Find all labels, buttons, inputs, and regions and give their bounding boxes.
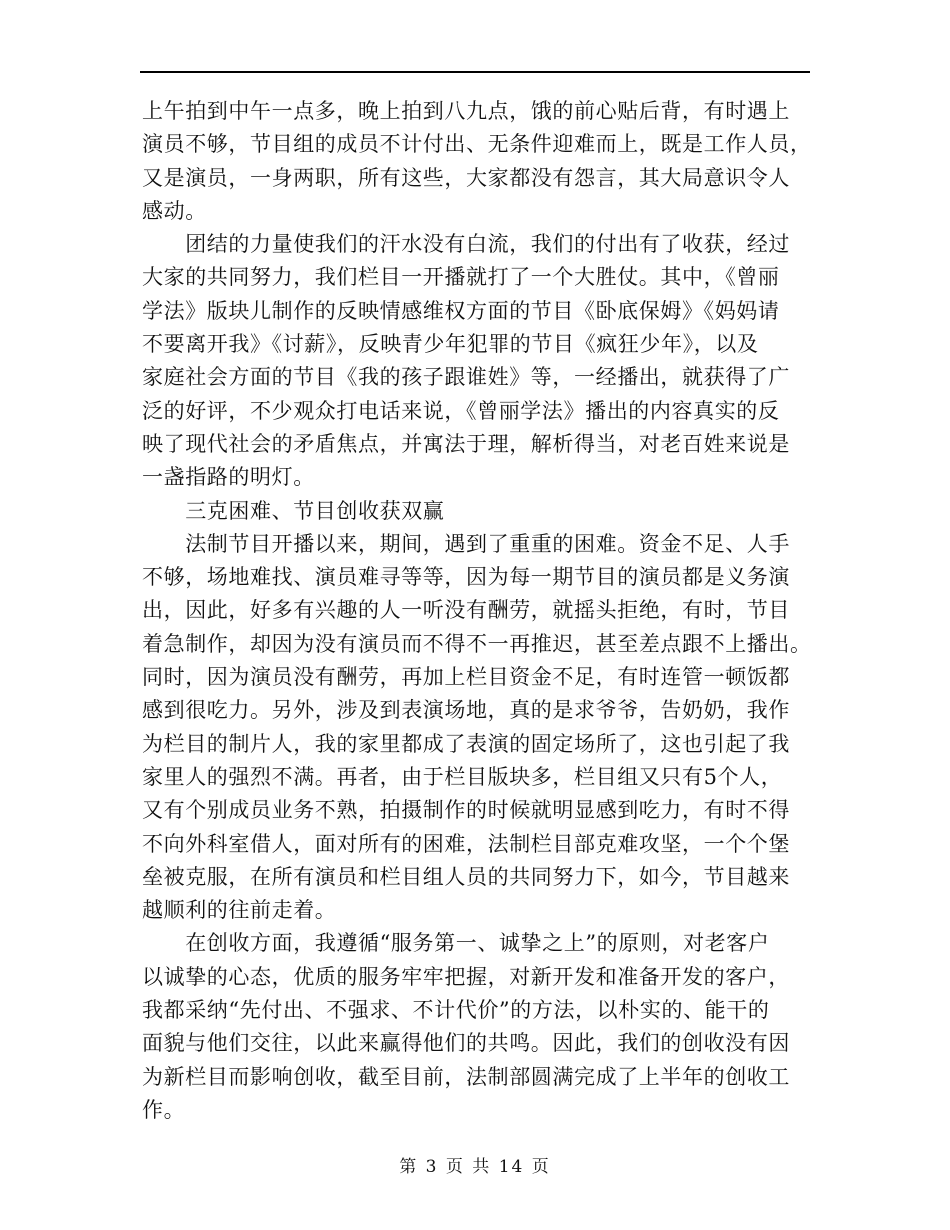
section-heading: 三克困难、节目创收获双赢 xyxy=(142,498,445,523)
page-footer xyxy=(0,1152,950,1177)
text-line: 以诚挚的心态，优质的服务牢牢把握，对新开发和准备开发的客户， xyxy=(142,964,790,989)
text-line: 又有个别成员业务不熟，拍摄制作的时候就明显感到吃力，有时不得 xyxy=(142,798,790,823)
text-line: 大家的共同努力，我们栏目一开播就打了一个大胜仗。其中，《曾丽 xyxy=(142,265,780,290)
text-line: 作。 xyxy=(142,1097,186,1122)
text-line: 垒被克服，在所有演员和栏目组人员的共同努力下，如今，节目越来 xyxy=(142,864,790,889)
text-line: 一盏指路的明灯。 xyxy=(142,465,315,490)
text-line: 为栏目的制片人，我的家里都成了表演的固定场所了，这也引起了我 xyxy=(142,731,790,756)
text-line: 又是演员，一身两职，所有这些，大家都没有怨言，其大局意识令人 xyxy=(142,165,790,190)
text-line: 我都采纳“先付出、不强求、不计代价”的方法，以朴实的、能干的 xyxy=(142,998,770,1023)
text-line: 同时，因为演员没有酬劳，再加上栏目资金不足，有时连管一顿饭都 xyxy=(142,665,790,690)
text-line: 家里人的强烈不满。再者，由于栏目版块多，栏目组又只有5个人， xyxy=(142,764,783,789)
text-line: 着急制作，却因为没有演员而不得不一再推迟，甚至差点跟不上播出。 xyxy=(142,631,812,656)
text-line: 出，因此，好多有兴趣的人一听没有酬劳，就摇头拒绝，有时，节目 xyxy=(142,598,790,623)
text-line: 感到很吃力。另外，涉及到表演场地，真的是求爷爷，告奶奶，我作 xyxy=(142,698,790,723)
text-line: 泛的好评，不少观众打电话来说，《曾丽学法》播出的内容真实的反 xyxy=(142,398,780,423)
text-line: 感动。 xyxy=(142,198,207,223)
text-line: 演员不够，节目组的成员不计付出、无条件迎难而上，既是工作人员， xyxy=(142,132,812,157)
text-line: 越顺利的往前走着。 xyxy=(142,898,337,923)
document-body xyxy=(142,95,812,1127)
page-number-label: 第 3 页 共 14 页 xyxy=(399,1157,551,1177)
text-line: 映了现代社会的矛盾焦点，并寓法于理，解析得当，对老百姓来说是 xyxy=(142,431,790,456)
text-line: 不要离开我》《讨薪》，反映青少年犯罪的节目《疯狂少年》，以及 xyxy=(142,332,759,357)
text-line: 不向外科室借人，面对所有的困难，法制栏目部克难攻坚，一个个堡 xyxy=(142,831,790,856)
text-line: 不够，场地难找、演员难寻等等，因为每一期节目的演员都是义务演 xyxy=(142,565,790,590)
text-line: 面貌与他们交往，以此来赢得他们的共鸣。因此，我们的创收没有因 xyxy=(142,1031,790,1056)
text-line: 学法》版块儿制作的反映情感维权方面的节目《卧底保姆》《妈妈请 xyxy=(142,298,780,323)
text-line: 为新栏目而影响创收，截至目前，法制部圆满完成了上半年的创收工 xyxy=(142,1064,790,1089)
text-line: 上午拍到中午一点多，晚上拍到八九点，饿的前心贴后背，有时遇上 xyxy=(142,99,790,123)
text-line: 法制节目开播以来，期间，遇到了重重的困难。资金不足、人手 xyxy=(142,531,790,556)
text-line: 家庭社会方面的节目《我的孩子跟谁姓》等，一经播出，就获得了广 xyxy=(142,365,790,390)
text-line: 在创收方面，我遵循“服务第一、诚挚之上”的原则，对老客户 xyxy=(142,931,770,956)
header-rule xyxy=(140,71,810,73)
text-line: 团结的力量使我们的汗水没有白流，我们的付出有了收获，经过 xyxy=(142,232,790,257)
